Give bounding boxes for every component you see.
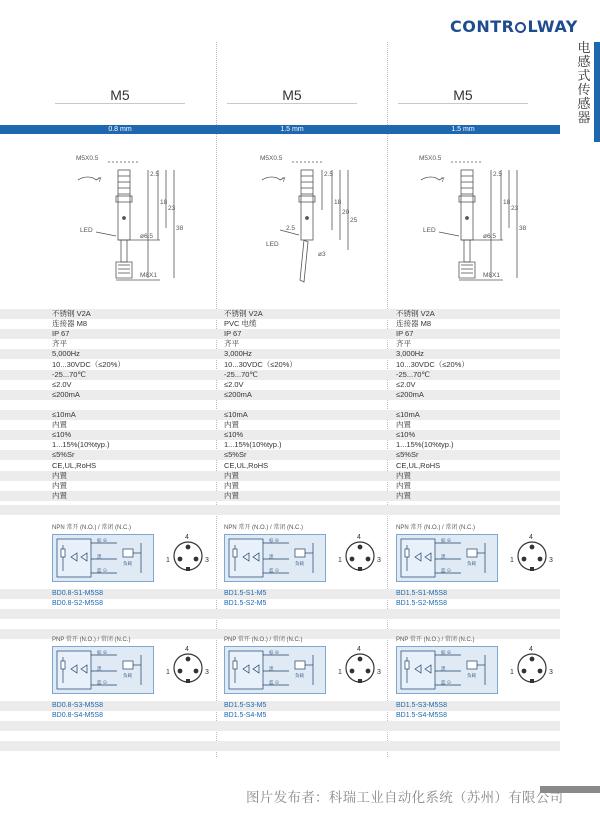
model-number[interactable]: BD0.8-S2-M5S8 xyxy=(52,600,103,607)
spec-cell: 内置 xyxy=(224,491,239,500)
spec-cell: PVC 电缆 xyxy=(224,319,257,328)
dim-label: 25 xyxy=(350,217,358,224)
spec-cell: ≤10% xyxy=(224,430,244,439)
spec-cell: ≤10mA xyxy=(396,410,420,419)
spec-cell: 不锈钢 V2A xyxy=(396,309,435,318)
spec-cell: ≤10% xyxy=(52,430,72,439)
sensing-distance: 1.5 mm xyxy=(280,126,304,133)
pin-label: 1 xyxy=(166,669,170,676)
title-underline xyxy=(55,103,185,104)
spec-cell: 内置 xyxy=(396,491,411,500)
led-label: LED xyxy=(423,227,436,234)
led-label: LED xyxy=(266,241,279,248)
spec-cell: 齐平 xyxy=(396,339,411,348)
spec-row xyxy=(0,339,560,349)
spec-cell: 内置 xyxy=(52,471,67,480)
npn-wiring-diagram xyxy=(53,535,153,581)
spec-cell: 1...15%(10%typ.) xyxy=(52,440,110,449)
pin-label: 4 xyxy=(185,534,189,541)
spec-cell: 内置 xyxy=(396,471,411,480)
npn-wiring-box xyxy=(396,534,498,582)
dim-label: 38 xyxy=(176,225,184,232)
diameter-label: ø6.5 xyxy=(483,233,497,240)
load-label: 负载 xyxy=(467,561,476,566)
pnp-wiring-box xyxy=(396,646,498,694)
wire-black-label: 黑 xyxy=(97,666,102,671)
dim-label: 18 xyxy=(160,199,168,206)
pin-label: 3 xyxy=(205,669,209,676)
spec-row xyxy=(0,450,560,460)
spec-row xyxy=(0,420,560,430)
spec-row xyxy=(0,329,560,339)
column-title: M5 xyxy=(453,87,473,103)
model-number[interactable]: BD1.5-S1-M5S8 xyxy=(396,590,447,597)
pinout-box xyxy=(164,644,212,693)
spec-row xyxy=(0,481,560,491)
wire-black-label: 黑 xyxy=(441,554,446,559)
wire-blue-label: 蓝 ⊖ xyxy=(441,680,452,685)
model-number[interactable]: BD1.5-S4-M5S8 xyxy=(396,712,447,719)
spec-cell: ≤2.0V xyxy=(396,380,416,389)
spec-cell: 内置 xyxy=(396,420,411,429)
publisher-credit: 图片发布者：科瑞工业自动化系统（苏州）有限公司 xyxy=(246,790,564,806)
thread-label: M5X0.5 xyxy=(76,155,99,162)
spec-cell: 5,000Hz xyxy=(52,349,80,358)
spec-cell: IP 67 xyxy=(224,329,242,338)
pin-label: 3 xyxy=(549,669,553,676)
spec-cell: 内置 xyxy=(52,420,67,429)
load-label: 负载 xyxy=(123,561,132,566)
spec-cell: 不锈钢 V2A xyxy=(224,309,263,318)
spacer-row xyxy=(0,609,560,619)
spec-row xyxy=(0,410,560,420)
spec-cell: 连接器 M8 xyxy=(52,319,88,328)
cable-diameter-label: ø3 xyxy=(318,251,326,258)
pin-label: 3 xyxy=(205,557,209,564)
pin-label: 3 xyxy=(549,557,553,564)
pinout-box xyxy=(508,532,556,581)
connector-pinout xyxy=(336,644,384,688)
spec-cell: 10...30VDC（≤20%） xyxy=(396,360,469,369)
spec-cell: ≤5%Sr xyxy=(224,450,247,459)
pinout-box xyxy=(336,644,384,693)
spec-cell: 内置 xyxy=(396,481,411,490)
spec-cell: 10...30VDC（≤20%） xyxy=(52,360,125,369)
spec-cell: 内置 xyxy=(224,420,239,429)
spec-cell: 内置 xyxy=(224,481,239,490)
column-title: M5 xyxy=(282,87,302,103)
wire-blue-label: 蓝 ⊖ xyxy=(269,568,280,573)
load-label: 负载 xyxy=(295,561,304,566)
pin-label: 4 xyxy=(185,646,189,653)
pnp-caption: PNP 常开 (N.O.) / 常闭 (N.C.) xyxy=(52,637,131,643)
spec-cell: ≤200mA xyxy=(52,390,80,399)
pin-label: 4 xyxy=(357,646,361,653)
pinout-box xyxy=(164,532,212,581)
pin-label: 3 xyxy=(377,669,381,676)
wire-brown-label: 棕 ⊕ xyxy=(97,650,108,655)
spec-cell: 内置 xyxy=(52,491,67,500)
model-number[interactable]: BD1.5-S2-M5 xyxy=(224,600,267,607)
wire-blue-label: 蓝 ⊖ xyxy=(97,568,108,573)
spec-cell: 1...15%(10%typ.) xyxy=(224,440,282,449)
pin-label: 1 xyxy=(338,557,342,564)
title-underline xyxy=(227,103,357,104)
spec-cell: ≤2.0V xyxy=(52,380,72,389)
spec-cell: CE,UL,RoHS xyxy=(52,461,97,470)
pinout-box xyxy=(336,532,384,581)
column-title: M5 xyxy=(110,87,130,103)
spec-cell: ≤5%Sr xyxy=(396,450,419,459)
model-number[interactable]: BD0.8-S4-M5S8 xyxy=(52,712,103,719)
spec-row xyxy=(0,491,560,501)
spec-cell: 1...15%(10%typ.) xyxy=(396,440,454,449)
sensing-distance: 1.5 mm xyxy=(451,126,475,133)
npn-wiring-box xyxy=(224,534,326,582)
wire-brown-label: 棕 ⊕ xyxy=(97,538,108,543)
plug-label: M8X1 xyxy=(140,272,157,279)
wire-black-label: 黑 xyxy=(441,666,446,671)
spec-row xyxy=(0,349,560,359)
dim-label: 2.5 xyxy=(493,171,503,178)
spec-cell: ≤200mA xyxy=(224,390,252,399)
model-number[interactable]: BD1.5-S2-M5S8 xyxy=(396,600,447,607)
connector-pinout xyxy=(336,532,384,576)
spec-cell: 连接器 M8 xyxy=(396,319,432,328)
npn-caption: NPN 常开 (N.O.) / 常闭 (N.C.) xyxy=(396,525,475,531)
spacer-row xyxy=(0,741,560,751)
led-label: LED xyxy=(80,227,93,234)
thread-label: M5X0.5 xyxy=(419,155,442,162)
spec-cell: 10...30VDC（≤20%） xyxy=(224,360,297,369)
wire-brown-label: 棕 ⊕ xyxy=(441,538,452,543)
model-number[interactable]: BD0.8-S3-M5S8 xyxy=(52,702,103,709)
category-side-label: 电感式传感器 xyxy=(577,41,591,126)
pin-label: 3 xyxy=(377,557,381,564)
connector-pinout xyxy=(164,532,212,576)
connector-pinout xyxy=(508,532,556,576)
pin-label: 1 xyxy=(510,669,514,676)
wire-black-label: 黑 xyxy=(269,666,274,671)
pin-label: 4 xyxy=(357,534,361,541)
npn-caption: NPN 常开 (N.O.) / 常闭 (N.C.) xyxy=(52,525,131,531)
spacer-row xyxy=(0,731,560,741)
pnp-wiring-box xyxy=(52,646,154,694)
angle-label: 7 xyxy=(282,177,286,184)
spec-cell: ≤5%Sr xyxy=(52,450,75,459)
connector-pinout xyxy=(508,644,556,688)
spec-cell: CE,UL,RoHS xyxy=(396,461,441,470)
pnp-caption: PNP 常开 (N.O.) / 常闭 (N.C.) xyxy=(224,637,303,643)
spec-row xyxy=(0,430,560,440)
model-number[interactable]: BD1.5-S1-M5 xyxy=(224,590,267,597)
spec-cell: ≤200mA xyxy=(396,390,424,399)
category-side-bar xyxy=(594,42,600,142)
spec-cell: IP 67 xyxy=(396,329,414,338)
spec-row xyxy=(0,390,560,400)
spec-cell: 齐平 xyxy=(52,339,67,348)
pnp-wiring-box xyxy=(224,646,326,694)
spec-cell: ≤10mA xyxy=(224,410,248,419)
spec-cell: 内置 xyxy=(52,481,67,490)
dim-label: 18 xyxy=(503,199,511,206)
spec-cell: ≤10mA xyxy=(52,410,76,419)
angle-label: 7 xyxy=(98,177,102,184)
pnp-wiring-diagram xyxy=(225,647,325,693)
pnp-wiring-diagram xyxy=(53,647,153,693)
pin-label: 4 xyxy=(529,534,533,541)
model-number[interactable]: BD1.5-S3-M5S8 xyxy=(396,702,447,709)
model-number[interactable]: BD1.5-S4-M5 xyxy=(224,712,267,719)
spec-row xyxy=(0,380,560,390)
load-label: 负载 xyxy=(467,673,476,678)
diameter-label: ø6.5 xyxy=(140,233,154,240)
pin-label: 4 xyxy=(529,646,533,653)
spec-cell: 3,000Hz xyxy=(224,349,252,358)
spec-cell: 3,000Hz xyxy=(396,349,424,358)
dimension-drawings xyxy=(0,140,570,290)
dim-label: 23 xyxy=(511,205,519,212)
spec-row xyxy=(0,471,560,481)
pnp-wiring-diagram xyxy=(397,647,497,693)
spec-cell: -25...70℃ xyxy=(52,370,86,379)
spec-cell: IP 67 xyxy=(52,329,70,338)
spec-cell: ≤10% xyxy=(396,430,416,439)
wire-blue-label: 蓝 ⊖ xyxy=(97,680,108,685)
dim-label: 20 xyxy=(342,209,350,216)
load-label: 负载 xyxy=(123,673,132,678)
logo-o-ring-icon xyxy=(515,22,526,33)
brand-logo: CONTR LWAY xyxy=(450,17,578,36)
wire-brown-label: 棕 ⊕ xyxy=(269,650,280,655)
wire-black-label: 黑 xyxy=(269,554,274,559)
wire-blue-label: 蓝 ⊖ xyxy=(269,680,280,685)
pin-label: 1 xyxy=(338,669,342,676)
sensing-distance: 0.8 mm xyxy=(108,126,132,133)
dim-label: 2.5 xyxy=(150,171,160,178)
npn-wiring-diagram xyxy=(397,535,497,581)
spec-row xyxy=(0,400,560,410)
spec-cell: -25...70℃ xyxy=(396,370,430,379)
npn-wiring-diagram xyxy=(225,535,325,581)
dim-label: 2.5 xyxy=(286,225,296,232)
wire-black-label: 黑 xyxy=(97,554,102,559)
wire-brown-label: 棕 ⊕ xyxy=(441,650,452,655)
sensor-drawing-connector xyxy=(421,162,517,280)
pin-label: 1 xyxy=(510,557,514,564)
dim-label: 18 xyxy=(334,199,342,206)
wire-blue-label: 蓝 ⊖ xyxy=(441,568,452,573)
dim-label: 23 xyxy=(168,205,176,212)
spec-cell: 内置 xyxy=(224,471,239,480)
spec-cell: ≤2.0V xyxy=(224,380,244,389)
plug-label: M8X1 xyxy=(483,272,500,279)
spec-cell: 齐平 xyxy=(224,339,239,348)
spec-cell: -25...70℃ xyxy=(224,370,258,379)
dim-label: 2.5 xyxy=(324,171,334,178)
sensor-drawing-cable xyxy=(262,162,348,282)
pnp-caption: PNP 常开 (N.O.) / 常闭 (N.C.) xyxy=(396,637,475,643)
thread-label: M5X0.5 xyxy=(260,155,283,162)
wire-brown-label: 棕 ⊕ xyxy=(269,538,280,543)
pinout-box xyxy=(508,644,556,693)
connector-pinout xyxy=(164,644,212,688)
spacer-row xyxy=(0,505,560,515)
npn-wiring-box xyxy=(52,534,154,582)
model-number[interactable]: BD1.5-S3-M5 xyxy=(224,702,267,709)
npn-caption: NPN 常开 (N.O.) / 常闭 (N.C.) xyxy=(224,525,303,531)
angle-label: 7 xyxy=(441,177,445,184)
pin-label: 1 xyxy=(166,557,170,564)
model-number[interactable]: BD0.8-S1-M5S8 xyxy=(52,590,103,597)
spec-cell: 不锈钢 V2A xyxy=(52,309,91,318)
spacer-row xyxy=(0,619,560,629)
spacer-row xyxy=(0,721,560,731)
spec-cell: CE,UL,RoHS xyxy=(224,461,269,470)
dim-label: 38 xyxy=(519,225,527,232)
sensor-drawing-connector xyxy=(78,162,174,280)
title-underline xyxy=(398,103,528,104)
load-label: 负载 xyxy=(295,673,304,678)
